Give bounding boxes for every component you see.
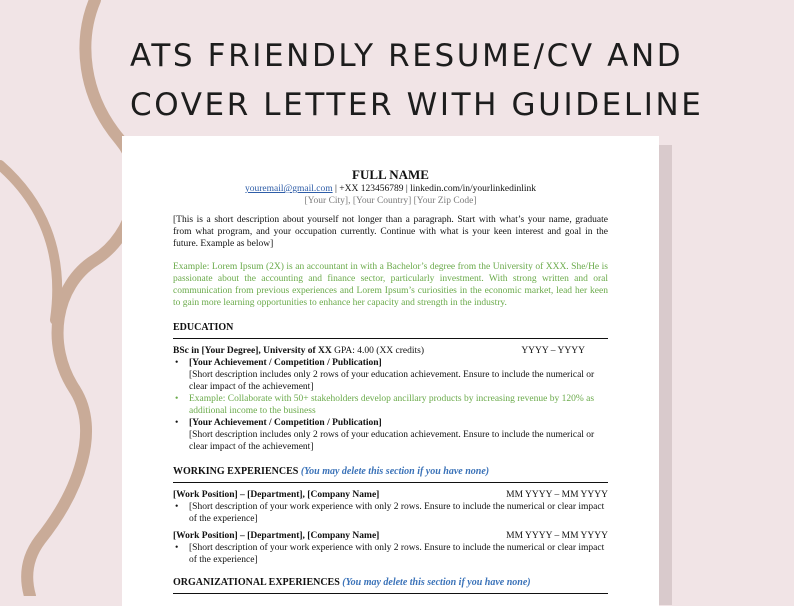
org-section — [173, 577, 608, 594]
list-item: • [Short description of your work experience with only 2 rows. Ensure to include the numerical or clear impact of the experience] — [173, 501, 608, 525]
achievement-example: Example: Collaborate with 50+ stakeholders develop ancillary products by increasing revenue by 120% as additional income to the business — [189, 394, 595, 416]
achievement-heading: [Your Achievement / Competition / Publication] — [189, 418, 382, 428]
achievement-text: [Short description includes only 2 rows of your education achievement. Ensure to include the numerical or clear impact of the achievement] — [189, 430, 595, 452]
job-header-row — [173, 530, 608, 542]
list-item — [173, 393, 608, 417]
section-divider — [173, 593, 608, 594]
headline-line-1: ATS FRIENDLY RESUME/CV AND — [130, 38, 684, 74]
org-title-text: ORGANIZATIONAL EXPERIENCES — [173, 577, 340, 588]
job-dates: MM YYYY – MM YYYY — [506, 490, 608, 500]
contact-line — [122, 183, 659, 195]
resume-body — [122, 214, 659, 594]
contact-details: | +XX 123456789 | linkedin.com/in/yourlinkedinlink — [332, 184, 536, 194]
summary-paragraph: [This is a short description about yourself not longer than a paragraph. Start with what’s your name, graduate from what program, and your occupation currently. Continue with what is your keen interest and goal in the future. Example as below] — [173, 215, 608, 249]
job-details — [173, 542, 608, 566]
list-item — [173, 417, 608, 453]
resume-header — [122, 167, 659, 207]
achievement-heading: [Your Achievement / Competition / Publication] — [189, 358, 382, 368]
work-title-text: WORKING EXPERIENCES — [173, 466, 299, 477]
section-divider — [173, 482, 608, 483]
job-header-row — [173, 489, 608, 501]
job-position: [Work Position] – [Department], [Company Name] — [173, 490, 380, 500]
work-section — [173, 466, 608, 566]
email-link[interactable]: youremail@gmail.com — [244, 184, 333, 194]
degree-dates: YYYY – YYYY — [521, 346, 585, 356]
headline — [130, 32, 703, 130]
section-title-org — [173, 577, 608, 589]
degree-name: BSc in [Your Degree], University of XX — [173, 346, 332, 356]
education-degree-row — [173, 345, 608, 357]
job-entry — [173, 530, 608, 566]
job-details — [173, 501, 608, 525]
section-note: (You may delete this section if you have none) — [342, 577, 531, 588]
education-section — [173, 322, 608, 453]
location-line: [Your City], [Your Country] [Your Zip Code] — [304, 196, 477, 206]
section-divider — [173, 338, 608, 339]
section-title-work — [173, 466, 608, 478]
list-item: • [Short description of your work experience with only 2 rows. Ensure to include the numerical or clear impact of the experience] — [173, 542, 608, 566]
job-position: [Work Position] – [Department], [Company Name] — [173, 531, 380, 541]
summary-example: Example: Lorem Ipsum (2X) is an accountant in with a Bachelor’s degree from the University of XXX. She/He is passionate about the accounting and finance sector, particularly investment. With strong written and oral communication from previous experiences and Lorem Ipsum’s curiosities in the economic market, lead her keen to gain more learning opportunities to enhance her capacity and strength in the industry. — [173, 262, 608, 308]
resume-page — [122, 136, 659, 606]
list-item — [173, 357, 608, 393]
section-title-education: EDUCATION — [173, 322, 234, 333]
headline-line-2: COVER LETTER WITH GUIDELINE — [130, 87, 704, 123]
job-entry — [173, 489, 608, 525]
achievement-text: [Short description includes only 2 rows of your education achievement. Ensure to include the numerical or clear impact of the achievement] — [189, 370, 595, 392]
section-note: (You may delete this section if you have none) — [300, 466, 490, 477]
full-name: FULL NAME — [352, 167, 429, 182]
job-dates: MM YYYY – MM YYYY — [506, 531, 608, 541]
degree-gpa: GPA: 4.00 (XX credits) — [331, 346, 425, 356]
education-achievements — [173, 357, 608, 453]
